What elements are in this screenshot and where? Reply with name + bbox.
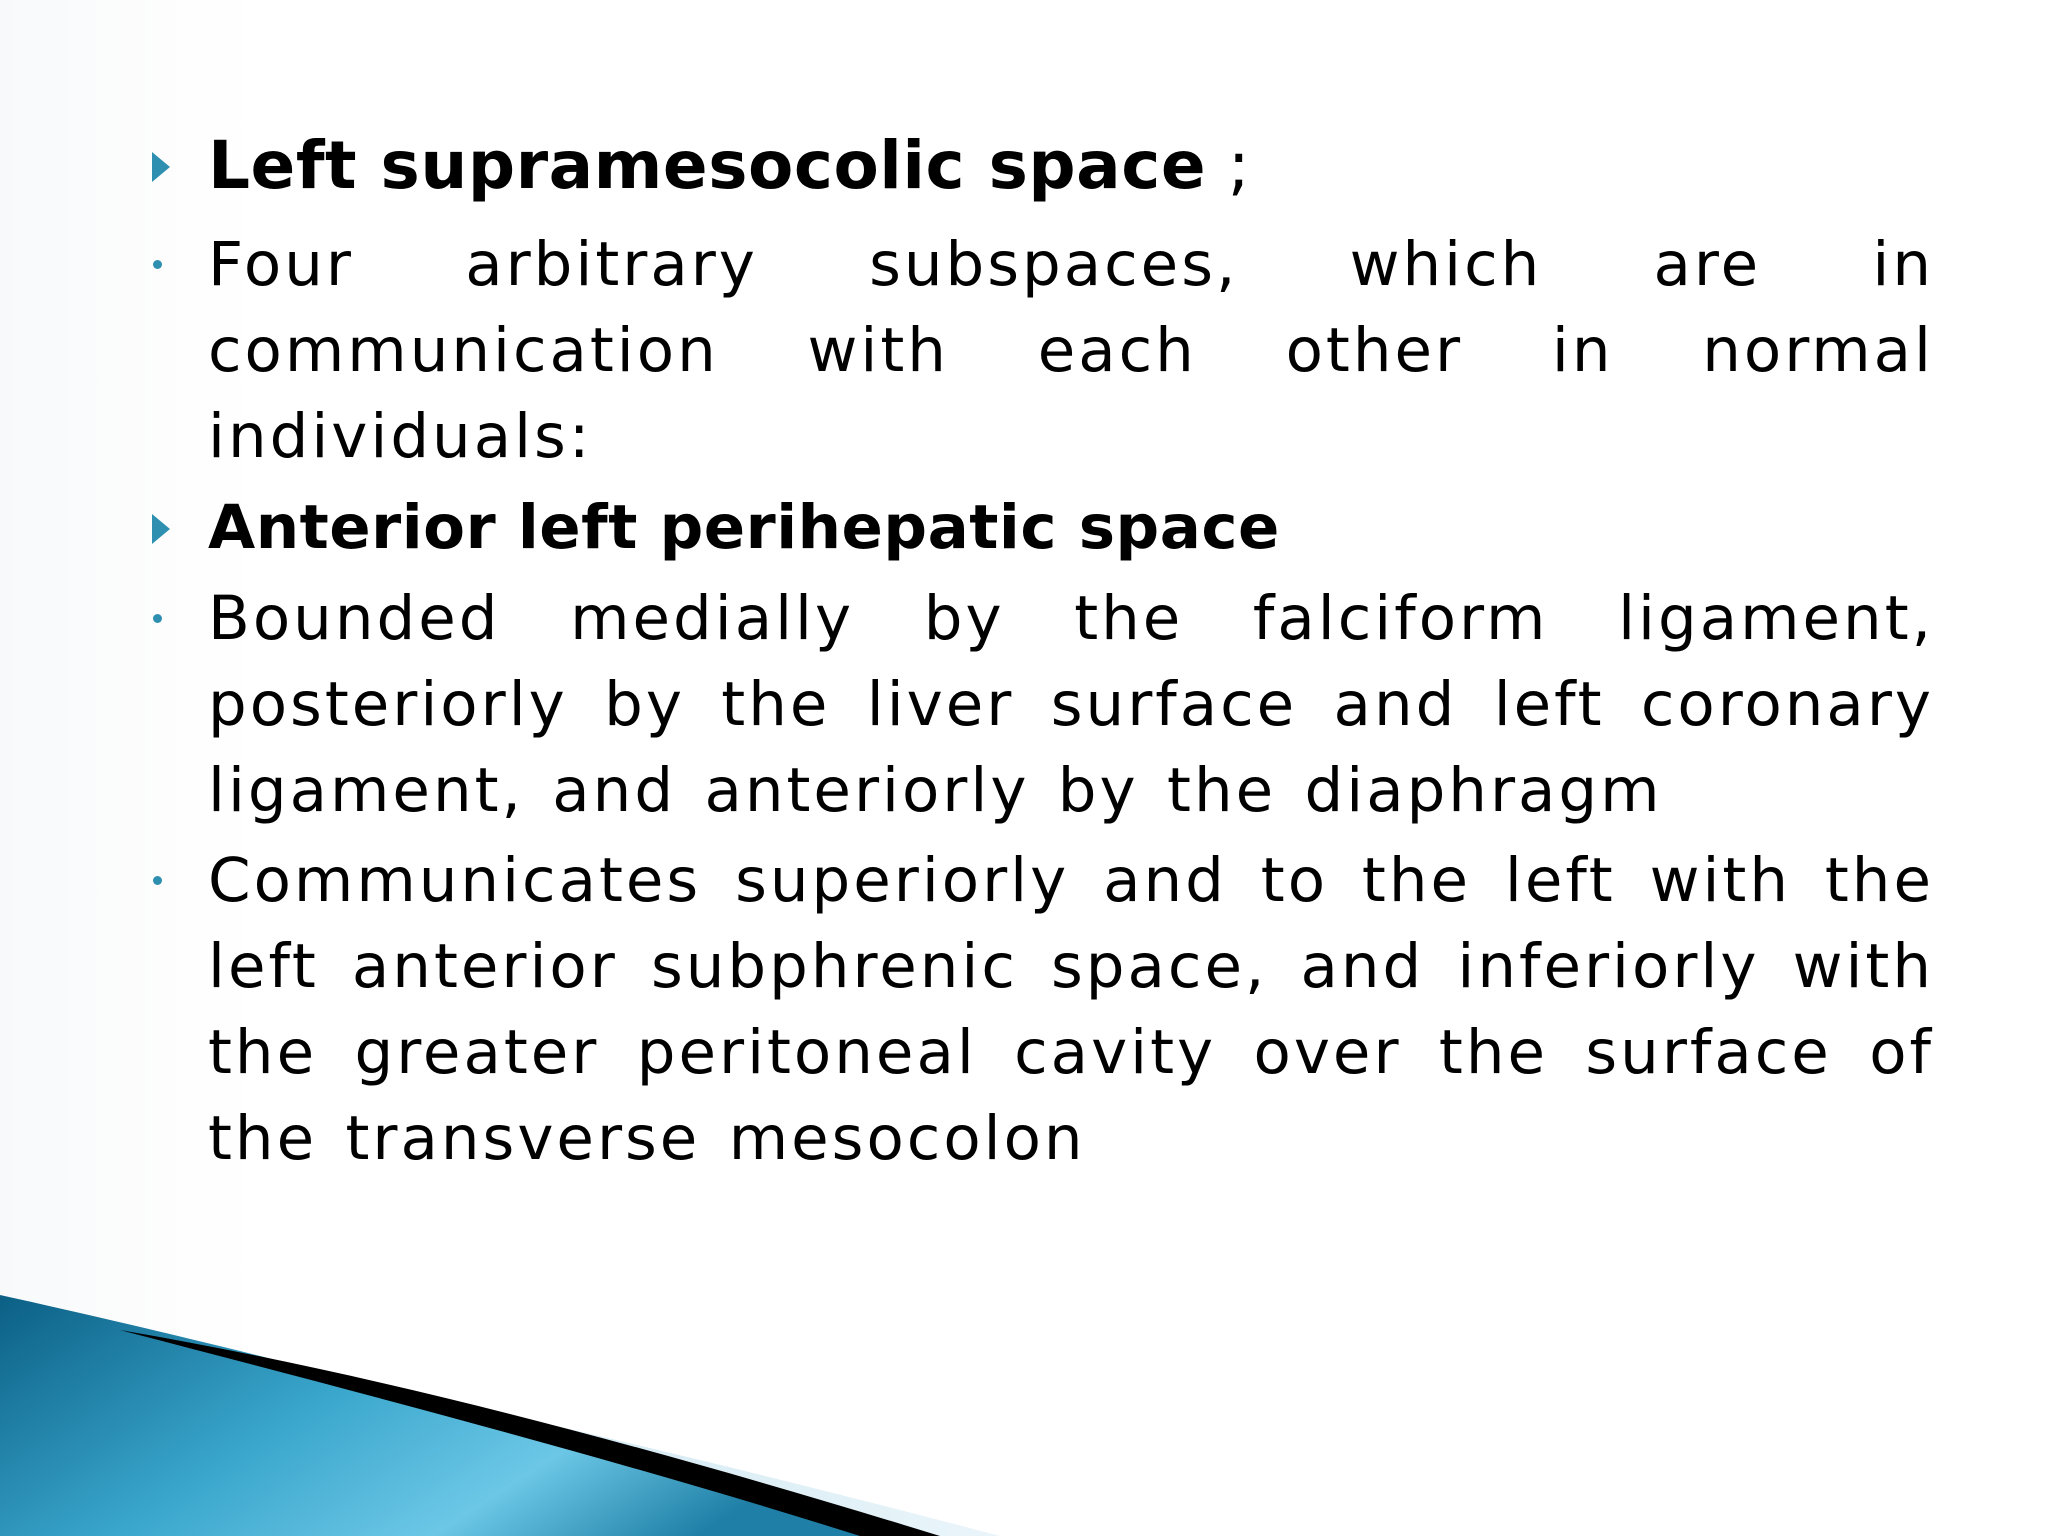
heading-label: Left supramesocolic space (208, 127, 1207, 204)
body-text: Four arbitrary subspaces, which are in communication with each other in normal individuals: (208, 229, 1934, 472)
subheading-text: Anterior left perihepatic space (208, 492, 1280, 563)
body-text: Bounded medially by the falciform ligament, posteriorly by the liver surface and left coronary ligament, and anteriorly by the diaphragm (208, 583, 1934, 826)
heading-suffix: ; (1206, 127, 1251, 204)
body-text: Communicates superiorly and to the left with the left anterior subphrenic space, and inferiorly with the greater peritoneal cavity over the surface of the transverse mesocolon (208, 845, 1934, 1174)
